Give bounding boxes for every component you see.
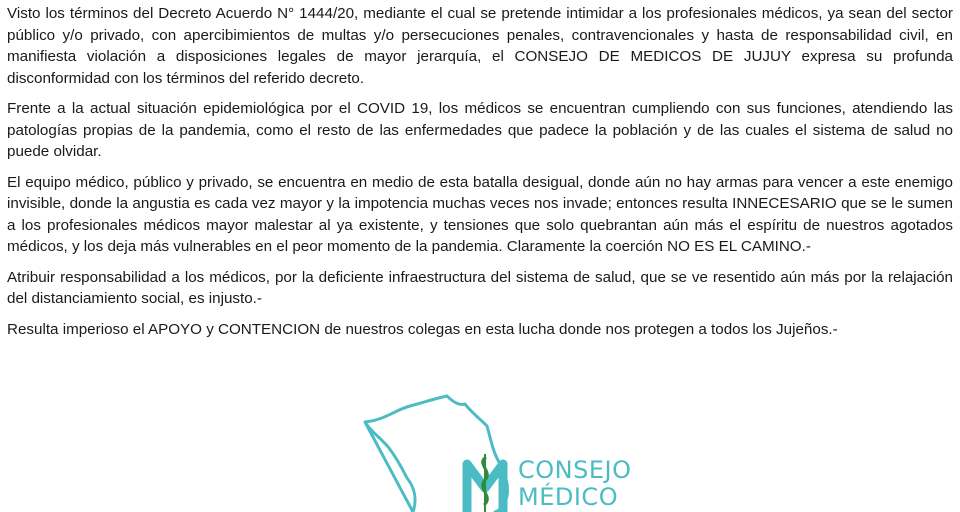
- logo-line-consejo: CONSEJO: [518, 456, 632, 484]
- paragraph-situacion: Frente a la actual situación epidemiológica por el COVID 19, los médicos se encuentran cumpliendo con sus funciones, atendiendo las patologías propias de la pandemia, como el resto de las enfermedades que padece la población y de las cuales el sistema de salud no puede olvidar.: [7, 100, 953, 160]
- paragraph-apoyo: Resulta imperioso el APOYO y CONTENCION de nuestros colegas en esta lucha donde nos protegen a todos los Jujeños.-: [7, 320, 838, 338]
- logo-wordmark: [518, 457, 631, 511]
- paragraph-decreto: Visto los términos del Decreto Acuerdo N° 1444/20, mediante el cual se pretende intimidar a los profesionales médicos, ya sean del sector público y/o privado, con apercibimientos de multas y/o persecuciones penales, contravencionales y hasta de responsabilidad civil, en manifiesta violación a disposiciones legales de mayor jerarquía, el CONSEJO DE MEDICOS DE JUJUY expresa su profunda disconformidad con los términos del referido decreto.: [7, 5, 953, 87]
- logo-line-medico: MÉDICO: [518, 483, 619, 511]
- paragraph-equipo-medico: El equipo médico, público y privado, se encuentra en medio de esta batalla desigual, donde aún no hay armas para vencer a este enemigo invisible, donde la angustia es cada vez mayor y la impotencia muchas veces nos invade; entonces resulta INNECESARIO que se le sumen a los profesionales médicos mayor malestar al ya existente, y tensiones que solo quebrantan aún más el espíritu de nuestros agotados médicos, y los deja más vulnerables en el peor momento de la pandemia. Claramente la coerción NO ES EL CAMINO.-: [7, 173, 953, 255]
- document-body: [7, 3, 953, 349]
- paragraph-responsabilidad: Atribuir responsabilidad a los médicos, por la deficiente infraestructura del sistema de salud, que se ve resentido aún más por la relajación del distanciamiento social, es injusto.-: [7, 268, 953, 307]
